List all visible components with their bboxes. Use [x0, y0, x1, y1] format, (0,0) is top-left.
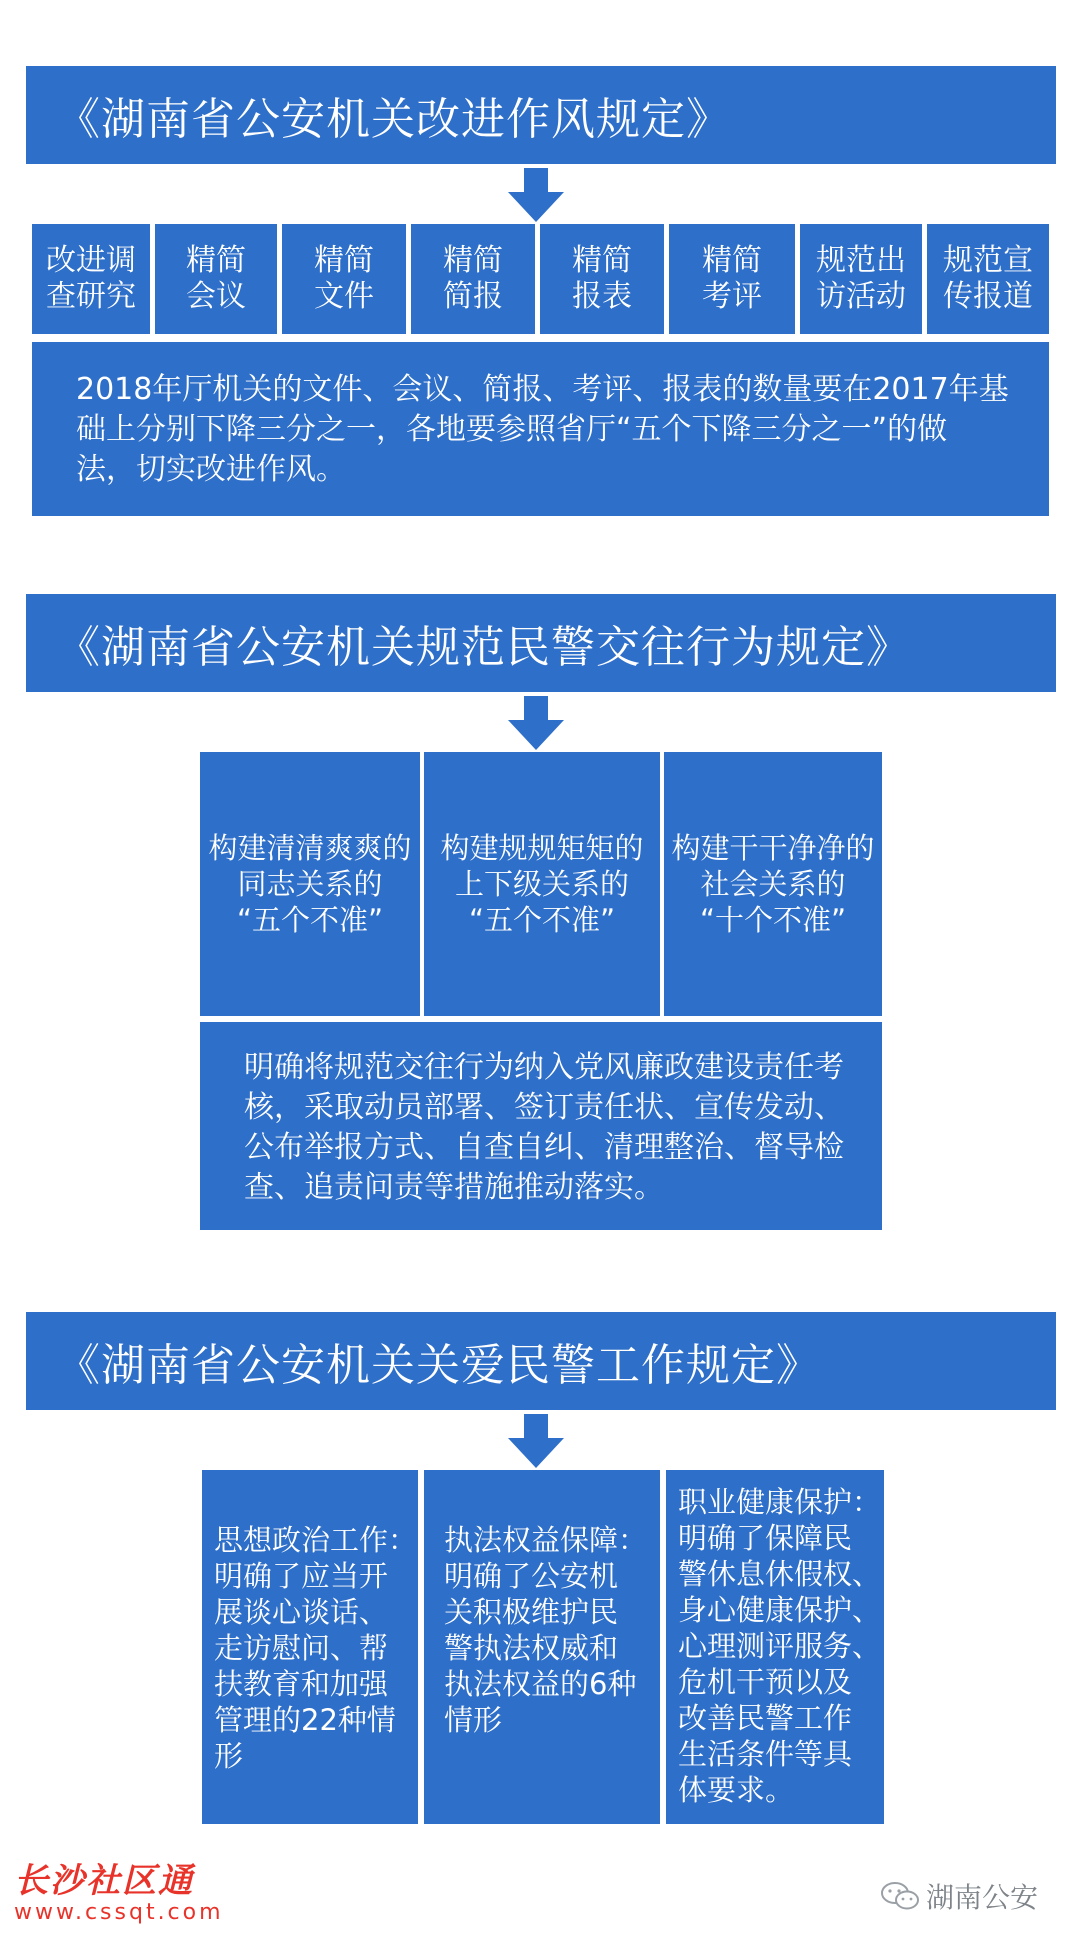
- down-arrow-icon: [506, 694, 566, 754]
- item-social-relations: 构建干干净净的 社会关系的 “十个不准”: [664, 752, 882, 1016]
- site-name: 长沙社区通: [14, 1861, 194, 1901]
- item-visits: 规范出 访活动: [800, 224, 922, 334]
- section2-title: 《湖南省公安机关规范民警交往行为规定》: [26, 594, 1056, 692]
- item-publicity: 规范宣 传报道: [927, 224, 1049, 334]
- section1-description: 2018年厅机关的文件、会议、简报、考评、报表的数量要在2017年基 础上分别下降三分之一，各地要参照省厅“五个下降三分之一”的做 法，切实改进作风。: [32, 342, 1049, 516]
- section3-title: 《湖南省公安机关关爱民警工作规定》: [26, 1312, 1056, 1410]
- down-arrow-icon: [506, 166, 566, 226]
- site-watermark: [14, 1862, 244, 1930]
- item-reports: 精简 报表: [540, 224, 664, 334]
- item-evaluations: 精简 考评: [669, 224, 795, 334]
- site-url: www.cssqt.com: [14, 1900, 224, 1925]
- item-survey: 改进调 查研究: [32, 224, 150, 334]
- account-name: 湖南公安: [926, 1881, 1039, 1914]
- item-meetings: 精简 会议: [155, 224, 277, 334]
- item-comrade-relations: 构建清清爽爽的 同志关系的 “五个不准”: [200, 752, 420, 1016]
- down-arrow-icon: [506, 1412, 566, 1472]
- wechat-icon: [880, 1880, 920, 1912]
- item-briefings: 精简 简报: [411, 224, 535, 334]
- account-watermark: [880, 1876, 1070, 1916]
- item-political-work: 思想政治工作： 明确了应当开 展谈心谈话、 走访慰问、帮 扶教育和加强 管理的22种情 形: [202, 1470, 418, 1824]
- item-superior-relations: 构建规规矩矩的 上下级关系的 “五个不准”: [424, 752, 660, 1016]
- section1-title: 《湖南省公安机关改进作风规定》: [26, 66, 1056, 164]
- section2-description: 明确将规范交往行为纳入党风廉政建设责任考 核，采取动员部署、签订责任状、宣传发动、 公布举报方式、自查自纠、清理整治、督导检 查、追责问责等措施推动落实。: [200, 1022, 882, 1230]
- item-law-enforcement-rights: 执法权益保障： 明确了公安机 关积极维护民 警执法权威和 执法权益的6种 情形: [424, 1470, 660, 1824]
- item-occupational-health: 职业健康保护： 明确了保障民 警休息休假权、 身心健康保护、 心理测评服务、 危机干预以及 改善民警工作 生活条件等具 体要求。: [666, 1470, 884, 1824]
- item-documents: 精简 文件: [282, 224, 406, 334]
